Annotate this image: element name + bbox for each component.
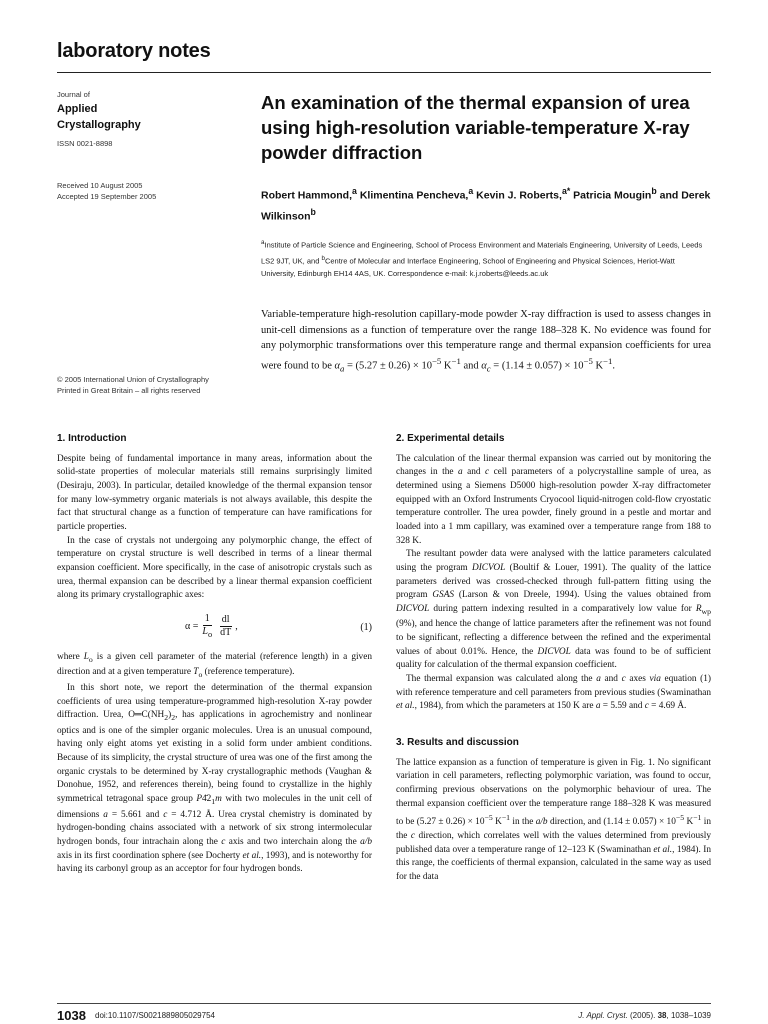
article-title: An examination of the thermal expansion of urea using high-resolution variable-temperature X-ray powder diffraction (261, 92, 690, 163)
section-gap (396, 714, 711, 736)
section-heading-introduction: 1. Introduction (57, 433, 127, 444)
journal-name (57, 101, 247, 133)
author-affil-sup: a (352, 186, 357, 196)
experimental-paragraph-1: The calculation of the linear thermal expansion was carried out by monitoring the changes in the a and c cell parameters of a polycrystalline sample of urea, as determined using a Siemens D5000 high-resolution powder X-ray diffractometer equipped with an Oxford Instruments Cryocool liquid-nitrogen cold-flow cryostatic temperature controller. The urea powder, finely ground in a pestle and mortar and loaded into a 1 mm capillary, was examined over a temperature range from 188 to 328 K. (396, 453, 711, 546)
header-rule (57, 72, 711, 73)
author-and: and (659, 189, 679, 202)
experimental-paragraph-2: The resultant powder data were analysed with the lattice parameters calculated using the program DICVOL (Boultif & Louer, 1991). The quality of the lattice parameters derived was crossed-checked through full-pattern fitting using the program GSAS (Larson & von Dreele, 1994). Using the values obtained from DICVOL during pattern indexing resulted in a comparatively low value for $R_{wp}$ (9%), and hence the change of lattice parameters after the refinement was not found to be significant, reflecting a difference between the refined and the experimental values of about 0.01%. Hence, the DICVOL data was found to be of sufficient quality for calculation of the thermal expansion coefficient. (396, 549, 712, 671)
affil-sup-b: b (321, 254, 325, 262)
accepted-date: Accepted 19 September 2005 (57, 192, 157, 201)
author-affil-sup: b (310, 206, 316, 217)
section-heading-experimental: 2. Experimental details (396, 433, 505, 444)
received-date: Received 10 August 2005 (57, 181, 143, 190)
author-pencheva: Klimentina Pencheva, (359, 189, 469, 202)
journal-name-line2: Crystallography (57, 119, 141, 131)
author-roberts: Kevin J. Roberts, (476, 189, 562, 202)
experimental-paragraph-3: The thermal expansion was calculated along the a and c axes via equation (1) with reference temperature and cell parameters from previous studies (Swaminathan et al., 1984), from which the parameters at 150 K are a = 5.59 and c = 4.69 Å. (396, 674, 712, 712)
right-column (396, 432, 711, 885)
journal-block (57, 90, 247, 148)
intro-paragraph-3: where $L_o$ is a given cell parameter of the material (reference length) in a given direction and at a given temperature $T_o$ (reference temperature). (57, 651, 372, 680)
equation-fraction-1: $\frac{1}{L_o}$ (202, 612, 213, 639)
journal-name-line1: Applied (57, 103, 98, 115)
author-wilkinson: Derek Wilkinson (261, 189, 711, 222)
intro-paragraph-2: In the case of crystals not undergoing any polymorphic change, the effect of temperature on crystal structure is well described in terms of a linear thermal expansion coefficient. More specifically, in the case of anisotropic crystals such as urea, thermal expansion can be described by a linear thermal expansion coefficient along its primary crystallographic axes: (57, 535, 372, 601)
author-affil-sup: a* (561, 186, 571, 196)
journal-issn: ISSN 0021-8898 (57, 139, 113, 148)
author-affil-sup: a (468, 186, 474, 196)
author-hammond: Robert Hammond, (261, 189, 353, 202)
intro-paragraph-4: In this short note, we report the determination of the thermal expansion coefficients of urea using temperature-programmed high-resolution X-ray powder diffraction. Urea, $O═C(NH_2)_2$, has applications in agrochemistry and nonlinear optics and is one of the simpler organic molecules. Urea is an unusual compound, having only eight atoms yet existing in a solid form under ambient conditions. Because of its simplicity, the crystal structure of urea was one of the first among the organic crystals to be determined by X-ray crystallographic methods (Vaughan & Donohue, 1952, and references therein), being found to crystallize in the highly symmetrical tetragonal space group $P4̄2_1m$ with two molecules in the unit cell of dimensions a = 5.661 and c = 4.712 Å. Urea crystal chemistry is dominated by hydrogen-bonding chains associated with a network of six strong intermolecular hydrogen bonds, four intrachain along the c axis and two interchain along the a/b axis in its first coordination sphere (see Docherty et al., 1993), and is noteworthy for having its carbonyl group as an acceptor for four hydrogen bonds. (57, 682, 373, 875)
author-mougin: Patricia Mougin (573, 189, 652, 202)
equation-1: α = $\frac{1}{L_o}$ $\frac{dl}{dT}$ , (1) (185, 612, 372, 639)
printed-line: Printed in Great Britain – all rights reserved (57, 386, 201, 395)
journal-citation: J. Appl. Cryst. (2005). 38, 1038–1039 (578, 1011, 711, 1020)
intro-paragraph-1: Despite being of fundamental importance in many areas, information about the solid-state properties of molecular materials still remains surprisingly limited (Desiraju, 2003). In particular, detailed knowledge of the thermal expansion tensor for many low-symmetry organic materials is not always available, this despite the fact that structural change as a function of temperature can have ramifications for particle properties. (57, 453, 372, 532)
equation-lhs: α = (185, 621, 199, 633)
page-number: 1038 (57, 1008, 86, 1023)
left-column (57, 432, 372, 877)
footer-rule (57, 1003, 711, 1004)
section-label: laboratory notes (57, 40, 211, 62)
equation-number: (1) (360, 621, 372, 633)
copyright-line: © 2005 International Union of Crystallography (57, 375, 209, 384)
affil-b-text: Centre of Molecular and Interface Engineering, School of Engineering and Physical Sciences, Heriot-Watt University, Edinburgh EH14 4AS, UK. Correspondence e-mail: k.j.roberts@leeds.ac.uk (261, 256, 675, 278)
results-paragraph-1: The lattice expansion as a function of temperature is given in Fig. 1. No significant variation in cell parameters, reflecting polymorphic variation, was found to occur, confirming previous observations on the polymorphic behaviour of urea. The thermal expansion coefficient over the temperature range 188–328 K was measured to be $(5.27 \pm 0.26) \times 10^{-5}$ $K^{-1}$ in the a/b direction, and $(1.14 \pm 0.057) \times 10^{-5}$ $K^{-1}$ in the c direction, which correlates well with the values determined from previously published data over a temperature range of 12–123 K (Swaminathan et al., 1984). In this range, the coefficients of thermal expansion, calculated in the same way as used for the data (396, 757, 712, 882)
author-affil-sup: b (651, 186, 657, 196)
journal-of-label: Journal of (57, 90, 90, 99)
section-heading-results: 3. Results and discussion (396, 736, 519, 748)
copyright-block (57, 374, 257, 396)
equation-fraction-2: $\frac{dl}{dT}$ (220, 614, 232, 639)
affil-sup-a: a (261, 239, 265, 246)
doi-link[interactable]: doi:10.1107/S0021889805029754 (95, 1011, 215, 1020)
author-list (261, 183, 716, 224)
article-dates (57, 180, 156, 202)
affil-a-text: Institute of Particle Science and Engineering, School of Process Environment and Materials Engineering, University of Leeds, Leeds LS2 9JT, UK, and (261, 240, 703, 265)
affiliations (261, 236, 711, 280)
abstract: Variable-temperature high-resolution capillary-mode powder X-ray diffraction is used to assess changes in unit-cell dimensions as a function of temperature over the range 188–328 K. No evidence was found for any polymorphic transformations over this temperature range and thermal expansion coefficients for urea were found to be $\alpha_a = (5.27 \pm 0.26) \times 10^{-5}$ $K^{-1}$ and $\alpha_c = (1.14 \pm 0.057) \times 10^{-5}$ $K^{-1}$. (261, 309, 711, 374)
